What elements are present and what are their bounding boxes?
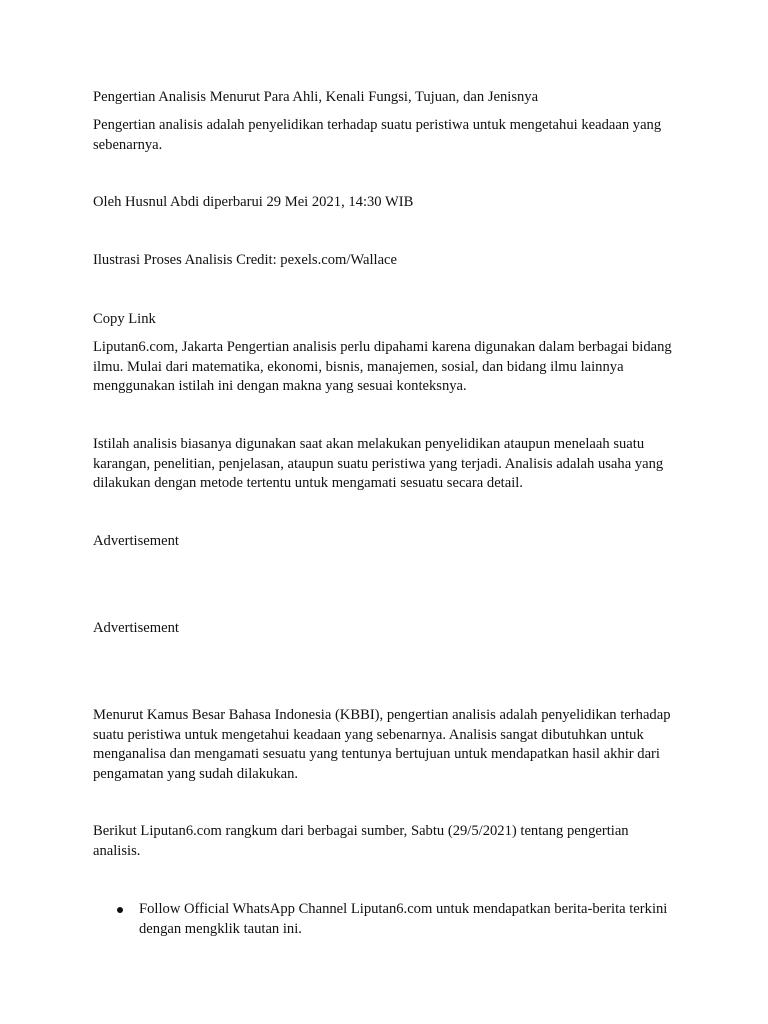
article-title: Pengertian Analisis Menurut Para Ahli, Kenali Fungsi, Tujuan, dan Jenisnya [93, 89, 539, 105]
paragraph-rangkum: Berikut Liputan6.com rangkum dari berbagai sumber, Sabtu (29/5/2021) tentang pengertian analisis. [93, 823, 629, 859]
whatsapp-channel-link[interactable]: Follow Official WhatsApp Channel Liputan6.com untuk mendapatkan berita-berita terkini dengan mengklik tautan ini. [139, 901, 668, 937]
bullet-list [93, 900, 673, 939]
article-summary: Pengertian analisis adalah penyelidikan terhadap suatu peristiwa untuk mengetahui keadaan yang sebenarnya. [93, 117, 662, 153]
advertisement-label: Advertisement [93, 620, 179, 636]
paragraph-kbbi: Menurut Kamus Besar Bahasa Indonesia (KBBI), pengertian analisis adalah penyelidikan terhadap suatu peristiwa untuk mengetahui keadaan yang sebenarnya. Analisis sangat dibutuhkan untuk menganalisa dan mengamati sesuatu yang tentunya bertujuan untuk mendapatkan hasil akhir dari pengamatan yang sudah dilakukan. [93, 707, 671, 782]
paragraph-intro: Liputan6.com, Jakarta Pengertian analisis perlu dipahami karena digunakan dalam berbagai bidang ilmu. Mulai dari matematika, ekonomi, bisnis, manajemen, sosial, dan bidang ilmu lainnya menggunakan istilah ini dengan makna yang sesuai konteksnya. [93, 339, 672, 394]
image-caption: Ilustrasi Proses Analisis Credit: pexels.com/Wallace [93, 252, 398, 268]
copy-link[interactable]: Copy Link [93, 311, 156, 327]
bullet-icon [117, 907, 123, 913]
list-item [93, 900, 673, 939]
byline: Oleh Husnul Abdi diperbarui 29 Mei 2021, 14:30 WIB [93, 194, 414, 210]
advertisement-label: Advertisement [93, 533, 179, 549]
paragraph-istilah: Istilah analisis biasanya digunakan saat akan melakukan penyelidikan ataupun menelaah suatu karangan, penelitian, penjelasan, ataupun suatu peristiwa yang terjadi. Analisis adalah usaha yang dilakukan dengan metode tertentu untuk mengamati sesuatu secara detail. [93, 436, 664, 491]
